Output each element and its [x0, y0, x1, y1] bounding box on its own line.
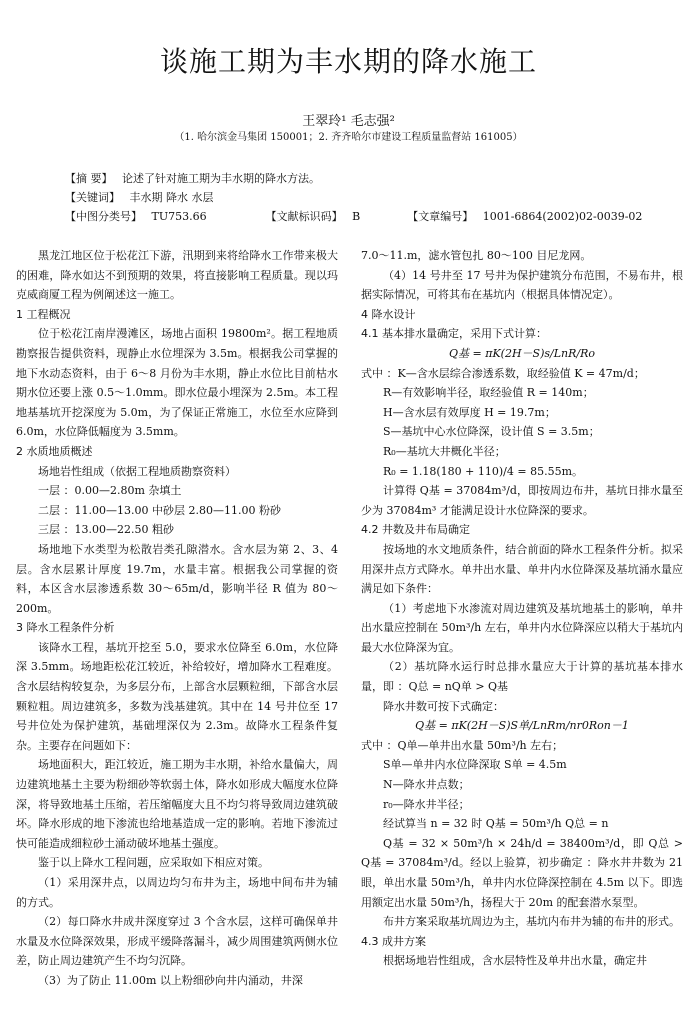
- paragraph: H—含水层有效厚度 H = 19.7m；: [383, 405, 556, 419]
- paragraph: R₀—基坑大井概化半径；: [383, 444, 506, 458]
- paragraph: 三层 ：13.00—22.50 粗砂: [38, 523, 174, 537]
- paragraph: 布井方案采取基坑周边为主，基坑内布井为辅的布井的形式。: [383, 915, 680, 929]
- abstract-text: 论述了针对施工期为丰水期的降水方法。: [122, 172, 320, 185]
- paragraph: 降水井数可按下式确定：: [383, 699, 504, 713]
- left-column: [16, 246, 338, 991]
- paragraph: 4.2 井数及井布局确定: [361, 523, 470, 537]
- paragraph: 场地地下水类型为松散岩类孔隙潜水。含水层为第 2、3、4 层。含水层累计厚度 19.7m，水量丰富。根据我公司掌握的资料，本区含水层渗透系数 30～65m/d，影响半径 R 值为 80～200m。: [16, 542, 338, 615]
- paragraph: 计算得 Q基 = 37084m³/d，即按周边布井，基坑日排水量至少为 37084m³ 才能满足设计水位降深的要求。: [361, 484, 683, 517]
- paper-title: 谈施工期为丰水期的降水施工: [159, 45, 537, 78]
- paragraph: Q基 = πK(2H－S)S单/LnRm/nr0Ron－1: [415, 719, 629, 733]
- paragraph: R—有效影响半径，取经验值 R = 140m；: [383, 386, 594, 400]
- paragraph: 3 降水工程条件分析: [16, 621, 115, 635]
- paragraph: 场地岩性组成（依据工程地质勘察资料）: [38, 464, 236, 478]
- paragraph: （2）每口降水井成井深度穿过 3 个含水层，这样可确保单井水量及水位降深效果，形成平缓降落漏斗，减少周围建筑两侧水位差，防止周边建筑产生不均匀沉降。: [16, 915, 338, 968]
- paragraph: 一层 ：0.00—2.80m 杂填土: [38, 484, 182, 498]
- keywords-line: [65, 191, 214, 205]
- paragraph: S—基坑中心水位降深，设计值 S = 3.5m；: [383, 425, 600, 439]
- right-column: [361, 246, 683, 971]
- abstract-line: [65, 172, 320, 186]
- paragraph: （3）为了防止 11.00m 以上粉细砂向井内涌动，井深: [38, 973, 303, 987]
- article-no-value: 1001-6864(2002)02-0039-02: [482, 210, 643, 223]
- paragraph: 位于松花江南岸漫滩区，场地占面积 19800m²。据工程地质勘察报告提供资料，现静止水位埋深为 3.5m。根据我公司掌握的地下水动态资料，由于 6～8 月份为丰水期，静止水位比目前枯水期水位还要上涨 0.5～1.0mm。即水位最小埋深为 2.5m。本工程地基基坑开挖深度为 5.0m，为了保证正常施工，水位至水应降到 6.0m，水位降低幅度为 3.5mm。: [16, 327, 338, 439]
- paragraph: 7.0～11.m，滤水管包扎 80～100 目尼龙网。: [361, 249, 592, 262]
- paragraph: 4.1 基本排水量确定，采用下式计算：: [361, 327, 547, 341]
- paragraph: 场地面积大，距江较近，施工期为丰水期，补给水量偏大，周边建筑地基土主要为粉细砂等软弱土体，降水如形成大幅度水位降深，将导致地基土压缩，若压缩幅度大且不均匀将导致周边建筑破坏。降水形成的地下渗流也给地基造成一定的影响。若地下渗流过快可能造成细粒砂土涌动破坏地基土强度。: [16, 758, 338, 850]
- paragraph: 按场地的水文地质条件，结合前面的降水工程条件分析。拟采用深井点方式降水。单井出水量、单井内水位降深及基坑涌水量应满足如下条件：: [361, 542, 683, 596]
- paragraph: Q基 = 32 × 50m³/h × 24h/d = 38400m³/d，即 Q总 > Q基 = 37084m³/d。经以上验算，初步确定 ：降水井井数为 21 眼，单出水量 50m³/h，单井内水位降深控制在 4.5m 以下。即选用额定出水量 50m³/h，扬程大于 20m 的配套潜水泵型。: [361, 836, 683, 909]
- paragraph: （4）14 号井至 17 号井为保护建筑分布范围，不易布井，根据实际情况，可将其布在基坑内（根据具体情况定）。: [361, 268, 683, 302]
- clc-value: TU753.66: [151, 210, 207, 223]
- paragraph: 1 工程概况: [16, 307, 71, 321]
- paragraph: （2）基坑降水运行时总排水量应大于计算的基坑基本排水量，即 ：Q总 = nQ单 > Q基: [361, 660, 683, 694]
- doc-code-value: B: [352, 210, 361, 223]
- paragraph: 4.3 成井方案: [361, 934, 426, 948]
- doc-code-label: 【文献标识码】: [265, 210, 343, 223]
- paragraph: 式中 ：K—含水层综合渗透系数，取经验值 K = 47m/d；: [361, 366, 645, 380]
- paragraph: 2 水质地质概述: [16, 444, 93, 458]
- paragraph: r₀—降水井半径；: [383, 797, 470, 811]
- paragraph: 经试算当 n = 32 时 Q基 = 50m³/h Q总 = n: [383, 817, 609, 831]
- paragraph: 式中 ：Q单—单井出水量 50m³/h 左右；: [361, 738, 564, 752]
- authors: 王翠玲¹ 毛志强²: [302, 114, 395, 129]
- paragraph: （1）采用深井点，以周边均匀布井为主，场地中间布井为辅的方式。: [16, 876, 338, 909]
- keywords-label: 【关键词】: [65, 191, 120, 204]
- paragraph: 根据场地岩性组成，含水层特性及单井出水量，确定井: [383, 954, 647, 968]
- paragraph: S单—单井内水位降深取 S单 = 4.5m: [383, 758, 567, 772]
- paragraph: 二层 ：11.00—13.00 中砂层 2.80—11.00 粉砂: [38, 503, 281, 517]
- classification-line: [65, 210, 643, 224]
- article-no-label: 【文章编号】: [407, 210, 474, 223]
- paragraph: （1）考虑地下水渗流对周边建筑及基坑地基土的影响，单井出水量应控制在 50m³/h 左右，单井内水位降深应以稍大于基坑内最大水位降深为宜。: [361, 601, 683, 654]
- paragraph: R₀ = 1.18(180 + 110)/4 = 85.55m。: [383, 464, 584, 478]
- paragraph: 该降水工程，基坑开挖至 5.0，要求水位降至 6.0m，水位降深 3.5mm。场地距松花江较近，补给较好，增加降水工程难度。含水层结构较复杂，为多层分布，上部含水层颗粒细，下部含水层颗粒粗。周边建筑多，多数为浅基建筑。其中在 14 号井位至 17 号井位处为保护建筑，基础埋深仅为 2.3m。故降水工程条件复杂。主要存在问题如下：: [16, 640, 338, 752]
- paragraph: 鉴于以上降水工程问题，应采取如下相应对策。: [38, 856, 269, 870]
- paragraph: 黑龙江地区位于松花江下游，汛期到来将给降水工作带来极大的困难，降水如达不到预期的效果，将直接影响工程质量。现以玛克威商厦工程为例阐述这一施工。: [16, 249, 338, 302]
- paragraph: Q基 = πK(2H－S)s/LnR/Ro: [448, 346, 596, 360]
- paragraph: 4 降水设计: [361, 307, 416, 321]
- keywords-text: 丰水期 降水 水层: [129, 191, 214, 204]
- paragraph: N—降水井点数；: [383, 778, 470, 792]
- abstract-label: 【摘 要】: [65, 172, 113, 185]
- affiliation: （1. 哈尔滨金马集团 150001；2. 齐齐哈尔市建设工程质量监督站 161005）: [174, 132, 523, 143]
- clc-label: 【中图分类号】: [65, 210, 142, 223]
